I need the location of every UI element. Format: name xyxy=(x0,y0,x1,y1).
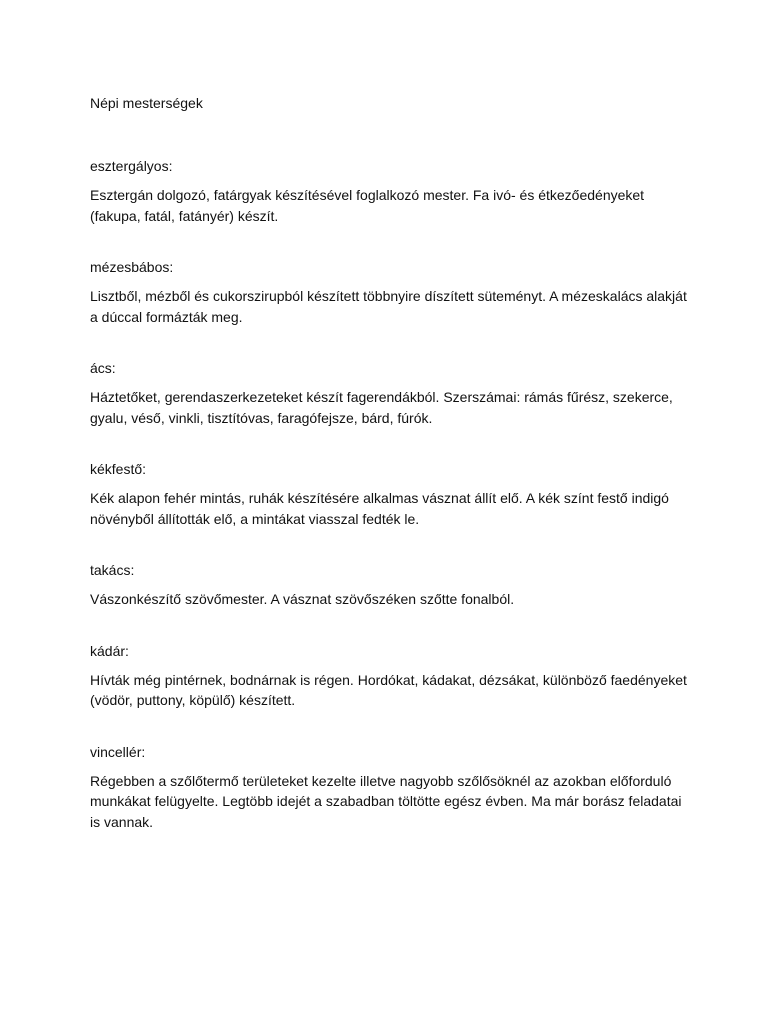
entry-definition: Kék alapon fehér mintás, ruhák készítésére alkalmas vásznat állít elő. A kék színt festő indigó növényből állították elő, a mintákat viasszal fedték le. xyxy=(90,490,669,527)
entry-definition: Lisztből, mézből és cukorszirupból készített többnyire díszített süteményt. A mézeskalács alakját a dúccal formázták meg. xyxy=(90,288,687,325)
entry-definition: Hívták még pintérnek, bodnárnak is régen. Hordókat, kádakat, dézsákat, különböző faedényeket (vödör, puttony, köpülő) készített. xyxy=(90,671,687,708)
entry-mezesbabos xyxy=(90,257,690,327)
entry-term: kékfestő: xyxy=(90,461,147,477)
entry-term: ács: xyxy=(90,360,116,376)
entry-term: mézesbábos: xyxy=(90,259,174,275)
entry-kadar xyxy=(90,641,690,711)
entry-takacs xyxy=(90,560,690,610)
document-title: Népi mesterségek xyxy=(90,95,203,111)
entry-vinceller xyxy=(90,742,690,833)
entry-definition: Régebben a szőlőtermő területeket kezelte illetve nagyobb szőlősöknél az azokban előforduló munkákat felügyelte. Legtöbb idejét a szabadban töltötte egész évben. Ma már borász feladatai is vannak. xyxy=(90,772,682,830)
document-page xyxy=(90,93,690,832)
entry-acs xyxy=(90,358,690,428)
entry-term: kádár: xyxy=(90,642,129,659)
entry-term: esztergályos: xyxy=(90,158,173,174)
entry-definition: Háztetőket, gerendaszerkezeteket készít fagerendákból. Szerszámai: rámás fűrész, szekerce, gyalu, véső, vinkli, tisztítóvas, faragófejsze, bárd, fúrók. xyxy=(90,389,673,426)
entry-term: takács: xyxy=(90,562,135,578)
entry-definition: Vászonkészítő szövőmester. A vásznat szövőszéken szőtte fonalból. xyxy=(90,591,515,607)
entry-esztergalyos xyxy=(90,156,690,226)
entry-term: vincellér: xyxy=(90,743,146,760)
entry-kekfesto xyxy=(90,459,690,529)
entry-definition: Esztergán dolgozó, fatárgyak készítésével foglalkozó mester. Fa ivó- és étkezőedényeket (fakupa, fatál, fatányér) készít. xyxy=(90,187,645,224)
